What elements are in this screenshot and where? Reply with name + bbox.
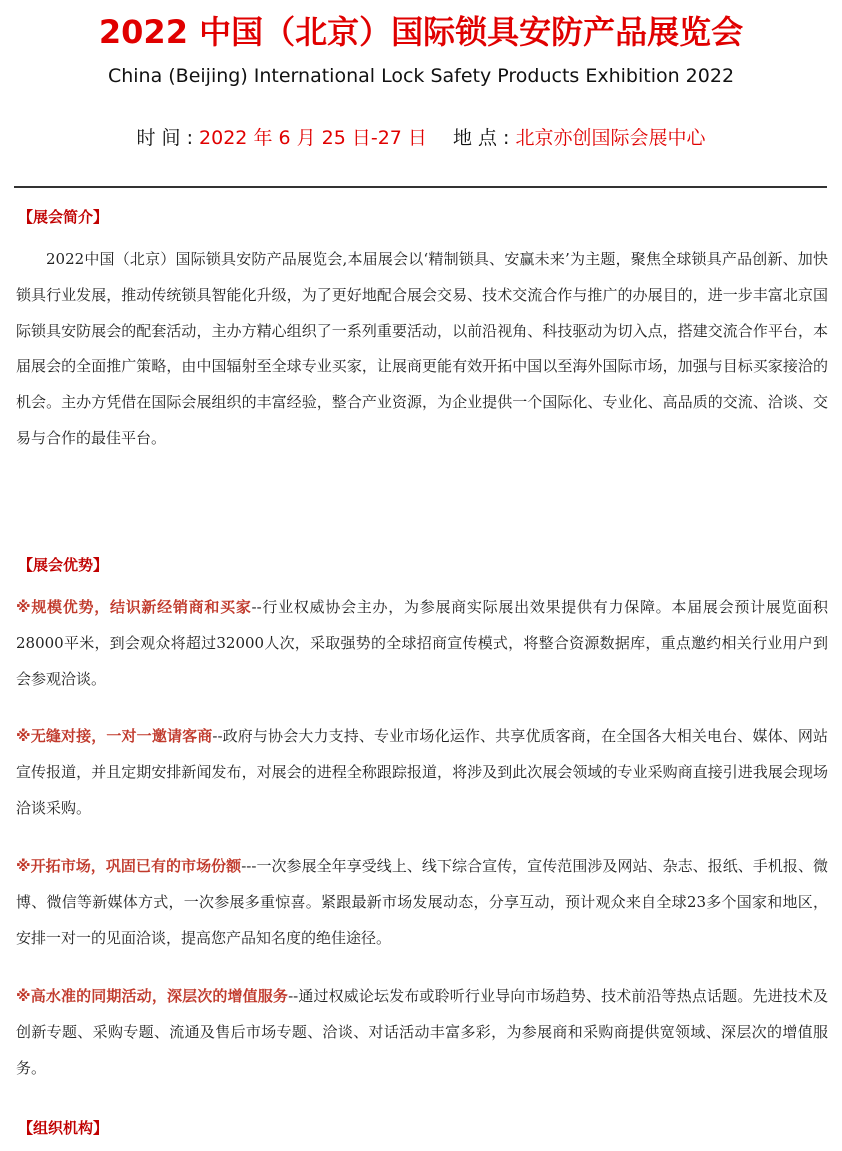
advantage-paragraph-2 (16, 719, 828, 826)
section-heading-advantages: 【展会优势】 (18, 556, 109, 574)
section-heading-organization: 【组织机构】 (18, 1119, 109, 1137)
advantage-title-2: ※无缝对接，一对一邀请客商 (16, 727, 213, 745)
advantage-text-1: --行业权威协会主办，为参展商实际展出效果提供有力保障。本届展会预计展览面积28000平米，到会观众将超过32000人次，采取强势的全球招商宣传模式，将整合资源数据库，重点邀约相关行业用户到会参观洽谈。 (16, 598, 828, 688)
page-subtitle-english: China (Beijing) International Lock Safety Products Exhibition 2022 (107, 65, 735, 87)
advantage-text-3: ---一次参展全年享受线上、线下综合宣传，宣传范围涉及网站、杂志、报纸、手机报、微博、微信等新媒体方式，一次参展多重惊喜。紧跟最新市场发展动态，分享互动，预计观众来自全球23多个国家和地区，安排一对一的见面洽谈，提高您产品知名度的绝佳途径。 (16, 857, 828, 947)
time-label: 时 间 : (136, 127, 200, 149)
advantage-paragraph-3 (16, 849, 828, 956)
event-info-line (0, 124, 842, 152)
intro-paragraph: 2022中国（北京）国际锁具安防产品展览会,本届展会以‘精制锁具、安赢未来’为主题，聚焦全球锁具产品创新、加快锁具行业发展，推动传统锁具智能化升级，为了更好地配合展会交易、技术交流合作与推广的办展目的，进一步丰富北京国际锁具安防展会的配套活动，主办方精心组织了一系列重要活动，以前沿视角、科技驱动为切入点，搭建交流合作平台，本届展会的全面推广策略，由中国辐射至全球专业买家，让展商更能有效开拓中国以至海外国际市场，加强与目标买家接洽的机会。主办方凭借在国际会展组织的丰富经验，整合产业资源，为企业提供一个国际化、专业化、高品质的交流、洽谈、交易与合作的最佳平台。 (16, 250, 828, 447)
place-label: 地 点 : (452, 127, 516, 149)
place-value: 北京亦创国际会展中心 (515, 127, 706, 149)
advantage-title-3: ※开拓市场，巩固已有的市场份额 (16, 857, 242, 875)
advantage-text-2: --政府与协会大力支持、专业市场化运作、共享优质客商，在全国各大相关电台、媒体、网站宣传报道，并且定期安排新闻发布，对展会的进程全称跟踪报道，将涉及到此次展会领域的专业采购商直接引进我展会现场洽谈采购。 (16, 727, 828, 817)
header-divider (14, 186, 827, 188)
advantage-title-1: ※规模优势，结识新经销商和买家 (16, 598, 252, 616)
page-title: 2022 中国（北京）国际锁具安防产品展览会 (98, 13, 744, 51)
advantage-paragraph-4 (16, 979, 828, 1086)
advantage-title-4: ※高水准的同期活动，深层次的增值服务 (16, 987, 289, 1005)
section-heading-intro: 【展会简介】 (18, 208, 109, 226)
advantage-text-4: --通过权威论坛发布或聆听行业导向市场趋势、技术前沿等热点话题。先进技术及创新专题、采购专题、流通及售后市场专题、洽谈、对话活动丰富多彩，为参展商和采购商提供宽领域、深层次的增值服务。 (16, 987, 829, 1077)
advantage-paragraph-1 (16, 590, 828, 697)
time-value: 2022 年 6 月 25 日-27 日 (199, 127, 427, 149)
